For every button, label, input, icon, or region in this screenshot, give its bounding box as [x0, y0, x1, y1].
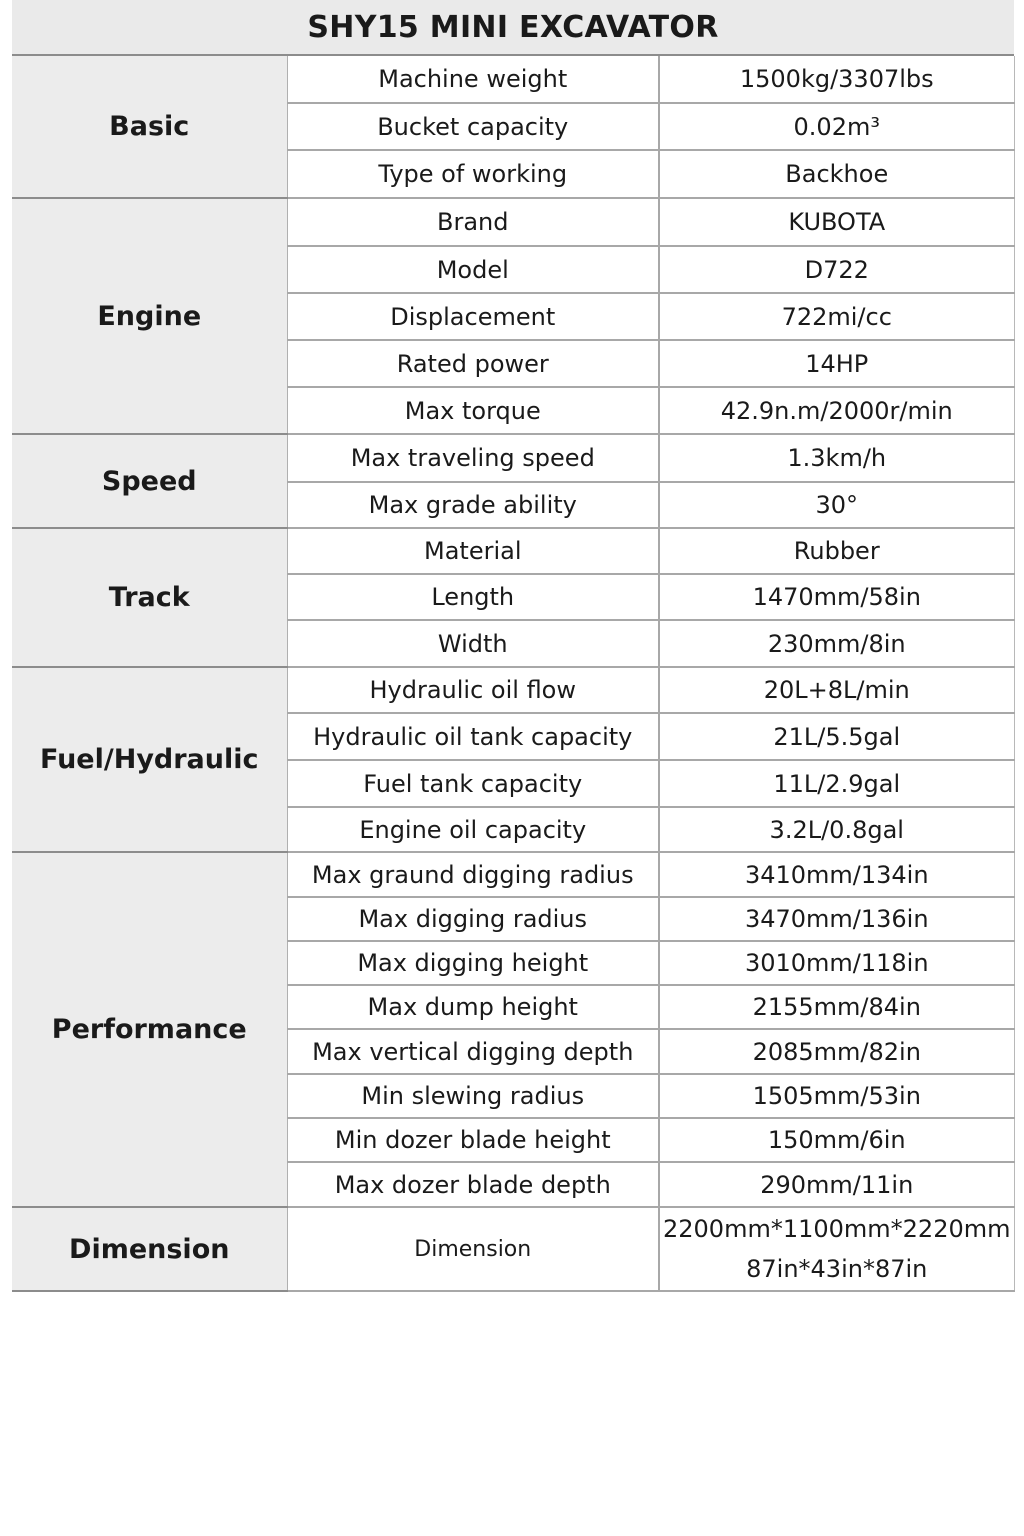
spec-row — [12, 56, 1014, 103]
category-label: Speed — [12, 434, 287, 528]
param-name: Hydraulic oil flow — [287, 667, 659, 713]
param-name: Max torque — [287, 387, 659, 434]
param-name: Max dozer blade depth — [287, 1162, 659, 1207]
param-value: 3010mm/118in — [659, 941, 1014, 985]
category-label: Dimension — [12, 1207, 287, 1291]
param-value: 1500kg/3307lbs — [659, 56, 1014, 103]
param-value: 1505mm/53in — [659, 1074, 1014, 1118]
spec-sheet — [12, 0, 1014, 1292]
spec-row — [12, 667, 1014, 713]
param-name: Min dozer blade height — [287, 1118, 659, 1162]
param-name: Max traveling speed — [287, 434, 659, 482]
param-value: 3.2L/0.8gal — [659, 807, 1014, 852]
param-value: D722 — [659, 246, 1014, 293]
param-value: 3470mm/136in — [659, 897, 1014, 941]
param-value: 42.9n.m/2000r/min — [659, 387, 1014, 434]
param-value: 1.3km/h — [659, 434, 1014, 482]
param-name: Max dump height — [287, 985, 659, 1029]
param-name: Max digging height — [287, 941, 659, 985]
param-name: Brand — [287, 198, 659, 246]
param-name: Displacement — [287, 293, 659, 340]
param-name: Material — [287, 528, 659, 574]
spec-table — [12, 56, 1015, 1292]
category-label: Basic — [12, 56, 287, 198]
param-value: 3410mm/134in — [659, 852, 1014, 897]
param-name: Engine oil capacity — [287, 807, 659, 852]
spec-row — [12, 198, 1014, 246]
param-name: Rated power — [287, 340, 659, 387]
param-value: 290mm/11in — [659, 1162, 1014, 1207]
param-name: Bucket capacity — [287, 103, 659, 150]
param-value: 0.02m³ — [659, 103, 1014, 150]
spec-title: SHY15 MINI EXCAVATOR — [12, 0, 1014, 56]
param-value: 2155mm/84in — [659, 985, 1014, 1029]
category-label: Engine — [12, 198, 287, 434]
spec-row — [12, 852, 1014, 897]
param-value: 21L/5.5gal — [659, 713, 1014, 760]
param-name: Min slewing radius — [287, 1074, 659, 1118]
param-value: 14HP — [659, 340, 1014, 387]
spec-row — [12, 1207, 1014, 1291]
param-name: Max digging radius — [287, 897, 659, 941]
param-name: Max grade ability — [287, 482, 659, 528]
category-label: Fuel/Hydraulic — [12, 667, 287, 852]
param-name: Machine weight — [287, 56, 659, 103]
param-name: Hydraulic oil tank capacity — [287, 713, 659, 760]
param-value: 230mm/8in — [659, 620, 1014, 667]
param-value: 20L+8L/min — [659, 667, 1014, 713]
param-name: Type of working — [287, 150, 659, 198]
spec-row — [12, 528, 1014, 574]
param-value: Backhoe — [659, 150, 1014, 198]
param-value: 150mm/6in — [659, 1118, 1014, 1162]
param-value: 722mi/cc — [659, 293, 1014, 340]
param-value: KUBOTA — [659, 198, 1014, 246]
param-value — [659, 1207, 1014, 1291]
param-name: Length — [287, 574, 659, 620]
param-name: Max vertical digging depth — [287, 1029, 659, 1074]
param-value-line: 2200mm*1100mm*2220mm — [662, 1215, 1011, 1243]
param-value: 30° — [659, 482, 1014, 528]
param-name: Max graund digging radius — [287, 852, 659, 897]
param-value-line: 87in*43in*87in — [746, 1255, 928, 1283]
spec-row — [12, 434, 1014, 482]
category-label: Track — [12, 528, 287, 667]
category-label: Performance — [12, 852, 287, 1207]
param-name: Dimension — [287, 1207, 659, 1291]
param-name: Model — [287, 246, 659, 293]
param-value: 11L/2.9gal — [659, 760, 1014, 807]
param-name: Fuel tank capacity — [287, 760, 659, 807]
param-value: 2085mm/82in — [659, 1029, 1014, 1074]
param-value: 1470mm/58in — [659, 574, 1014, 620]
param-name: Width — [287, 620, 659, 667]
param-value: Rubber — [659, 528, 1014, 574]
